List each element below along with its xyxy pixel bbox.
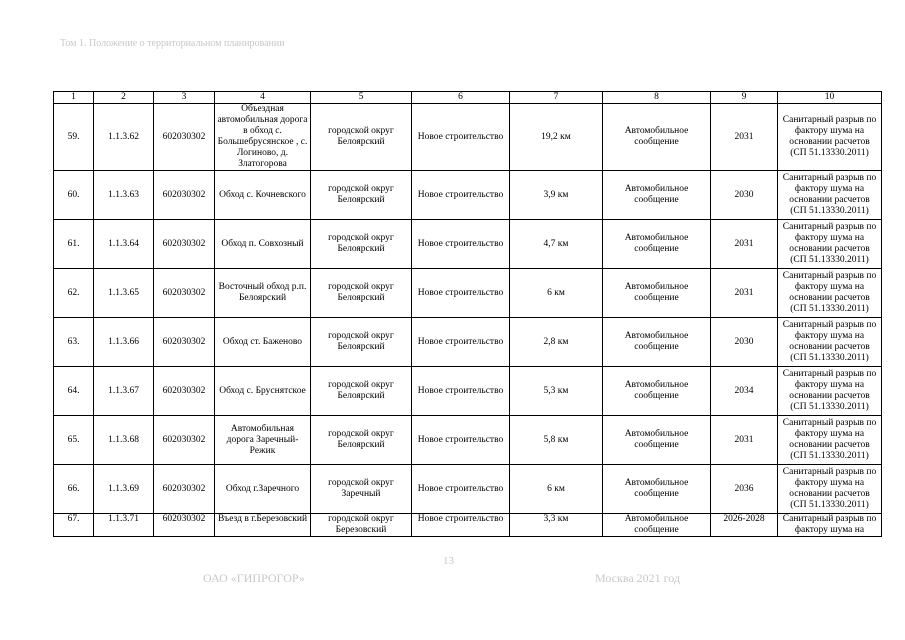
object-name-cell: Обход с. Бруснятское xyxy=(215,367,311,416)
object-code-cell: 1.1.3.69 xyxy=(94,465,154,514)
row-number-cell: 67. xyxy=(54,514,94,537)
length-cell: 6 км xyxy=(510,269,603,318)
object-code-cell: 1.1.3.71 xyxy=(94,514,154,537)
object-code-cell: 1.1.3.63 xyxy=(94,171,154,220)
work-type-cell: Новое строительство xyxy=(412,220,510,269)
purpose-cell: Автомобильное сообщение xyxy=(603,318,711,367)
deadline-cell: 2031 xyxy=(711,104,778,171)
table-row xyxy=(54,367,882,416)
table-row xyxy=(54,220,882,269)
zone-cell: Санитарный разрыв по фактору шума на основании расчетов (СП 51.13330.2011) xyxy=(778,104,882,171)
deadline-cell: 2030 xyxy=(711,318,778,367)
zone-cell: Санитарный разрыв по фактору шума на основании расчетов (СП 51.13330.2011) xyxy=(778,416,882,465)
object-name-cell: Обход ст. Баженово xyxy=(215,318,311,367)
classifier-code-cell: 602030302 xyxy=(154,416,215,465)
table-row xyxy=(54,269,882,318)
classifier-code-cell: 602030302 xyxy=(154,220,215,269)
length-cell: 3,9 км xyxy=(510,171,603,220)
deadline-cell: 2031 xyxy=(711,416,778,465)
object-code-cell: 1.1.3.66 xyxy=(94,318,154,367)
purpose-cell: Автомобильное сообщение xyxy=(603,465,711,514)
deadline-cell: 2026-2028 xyxy=(711,514,778,537)
location-cell: городской округ Заречный xyxy=(311,465,412,514)
running-header: Том 1. Положение о территориальном планировании xyxy=(60,38,285,49)
object-code-cell: 1.1.3.67 xyxy=(94,367,154,416)
length-cell: 2,8 км xyxy=(510,318,603,367)
location-cell: городской округ Белоярский xyxy=(311,416,412,465)
purpose-cell: Автомобильное сообщение xyxy=(603,367,711,416)
object-name-cell: Восточный обход р.п. Белоярский xyxy=(215,269,311,318)
work-type-cell: Новое строительство xyxy=(412,416,510,465)
location-cell: городской округ Белоярский xyxy=(311,104,412,171)
purpose-cell: Автомобильное сообщение xyxy=(603,171,711,220)
column-header: 8 xyxy=(603,92,711,104)
length-cell: 3,3 км xyxy=(510,514,603,537)
classifier-code-cell: 602030302 xyxy=(154,104,215,171)
zone-cell: Санитарный разрыв по фактору шума на основании расчетов (СП 51.13330.2011) xyxy=(778,269,882,318)
table-row xyxy=(54,318,882,367)
row-number-cell: 63. xyxy=(54,318,94,367)
object-name-cell: Обход п. Совхозный xyxy=(215,220,311,269)
column-header: 6 xyxy=(412,92,510,104)
object-name-cell: Объездная автомобильная дорога в обход с. Большебрусянское , с. Логиново, д. Златогорова xyxy=(215,104,311,171)
footer-organization: ОАО «ГИПРОГОР» xyxy=(203,571,305,585)
classifier-code-cell: 602030302 xyxy=(154,367,215,416)
deadline-cell: 2031 xyxy=(711,269,778,318)
zone-cell: Санитарный разрыв по фактору шума на основании расчетов (СП 51.13330.2011) xyxy=(778,318,882,367)
location-cell: городской округ Березовский xyxy=(311,514,412,537)
column-header: 2 xyxy=(94,92,154,104)
table-row xyxy=(54,465,882,514)
classifier-code-cell: 602030302 xyxy=(154,514,215,537)
table-row xyxy=(54,514,882,537)
length-cell: 6 км xyxy=(510,465,603,514)
column-header: 1 xyxy=(54,92,94,104)
table-row xyxy=(54,171,882,220)
page-number: 13 xyxy=(443,555,454,567)
object-name-cell: Обход г.Заречного xyxy=(215,465,311,514)
object-code-cell: 1.1.3.68 xyxy=(94,416,154,465)
location-cell: городской округ Белоярский xyxy=(311,318,412,367)
length-cell: 4,7 км xyxy=(510,220,603,269)
row-number-cell: 65. xyxy=(54,416,94,465)
classifier-code-cell: 602030302 xyxy=(154,171,215,220)
territorial-planning-table xyxy=(53,91,882,537)
classifier-code-cell: 602030302 xyxy=(154,269,215,318)
work-type-cell: Новое строительство xyxy=(412,367,510,416)
classifier-code-cell: 602030302 xyxy=(154,318,215,367)
zone-cell: Санитарный разрыв по фактору шума на основании расчетов (СП 51.13330.2011) xyxy=(778,465,882,514)
column-header: 10 xyxy=(778,92,882,104)
column-header: 7 xyxy=(510,92,603,104)
row-number-cell: 61. xyxy=(54,220,94,269)
column-header: 5 xyxy=(311,92,412,104)
purpose-cell: Автомобильное сообщение xyxy=(603,104,711,171)
zone-cell: Санитарный разрыв по фактору шума на основании расчетов (СП 51.13330.2011) xyxy=(778,171,882,220)
column-header: 9 xyxy=(711,92,778,104)
work-type-cell: Новое строительство xyxy=(412,104,510,171)
deadline-cell: 2034 xyxy=(711,367,778,416)
column-header: 4 xyxy=(215,92,311,104)
zone-cell: Санитарный разрыв по фактору шума на xyxy=(778,514,882,537)
purpose-cell: Автомобильное сообщение xyxy=(603,416,711,465)
row-number-cell: 59. xyxy=(54,104,94,171)
location-cell: городской округ Белоярский xyxy=(311,220,412,269)
object-code-cell: 1.1.3.65 xyxy=(94,269,154,318)
purpose-cell: Автомобильное сообщение xyxy=(603,269,711,318)
deadline-cell: 2031 xyxy=(711,220,778,269)
column-number-row xyxy=(54,92,882,104)
length-cell: 5,3 км xyxy=(510,367,603,416)
classifier-code-cell: 602030302 xyxy=(154,465,215,514)
zone-cell: Санитарный разрыв по фактору шума на основании расчетов (СП 51.13330.2011) xyxy=(778,220,882,269)
location-cell: городской округ Белоярский xyxy=(311,171,412,220)
object-code-cell: 1.1.3.64 xyxy=(94,220,154,269)
object-name-cell: Автомобильная дорога Заречный-Режик xyxy=(215,416,311,465)
length-cell: 5,8 км xyxy=(510,416,603,465)
footer-city-year: Москва 2021 год xyxy=(595,571,681,585)
zone-cell: Санитарный разрыв по фактору шума на основании расчетов (СП 51.13330.2011) xyxy=(778,367,882,416)
work-type-cell: Новое строительство xyxy=(412,514,510,537)
column-header: 3 xyxy=(154,92,215,104)
row-number-cell: 64. xyxy=(54,367,94,416)
object-name-cell: Въезд в г.Березовский xyxy=(215,514,311,537)
object-code-cell: 1.1.3.62 xyxy=(94,104,154,171)
deadline-cell: 2036 xyxy=(711,465,778,514)
length-cell: 19,2 км xyxy=(510,104,603,171)
row-number-cell: 62. xyxy=(54,269,94,318)
location-cell: городской округ Белоярский xyxy=(311,269,412,318)
object-name-cell: Обход с. Кочневского xyxy=(215,171,311,220)
table-row xyxy=(54,416,882,465)
row-number-cell: 66. xyxy=(54,465,94,514)
work-type-cell: Новое строительство xyxy=(412,269,510,318)
row-number-cell: 60. xyxy=(54,171,94,220)
work-type-cell: Новое строительство xyxy=(412,465,510,514)
work-type-cell: Новое строительство xyxy=(412,318,510,367)
location-cell: городской округ Белоярский xyxy=(311,367,412,416)
deadline-cell: 2030 xyxy=(711,171,778,220)
work-type-cell: Новое строительство xyxy=(412,171,510,220)
purpose-cell: Автомобильное сообщение xyxy=(603,514,711,537)
table-row xyxy=(54,104,882,171)
purpose-cell: Автомобильное сообщение xyxy=(603,220,711,269)
